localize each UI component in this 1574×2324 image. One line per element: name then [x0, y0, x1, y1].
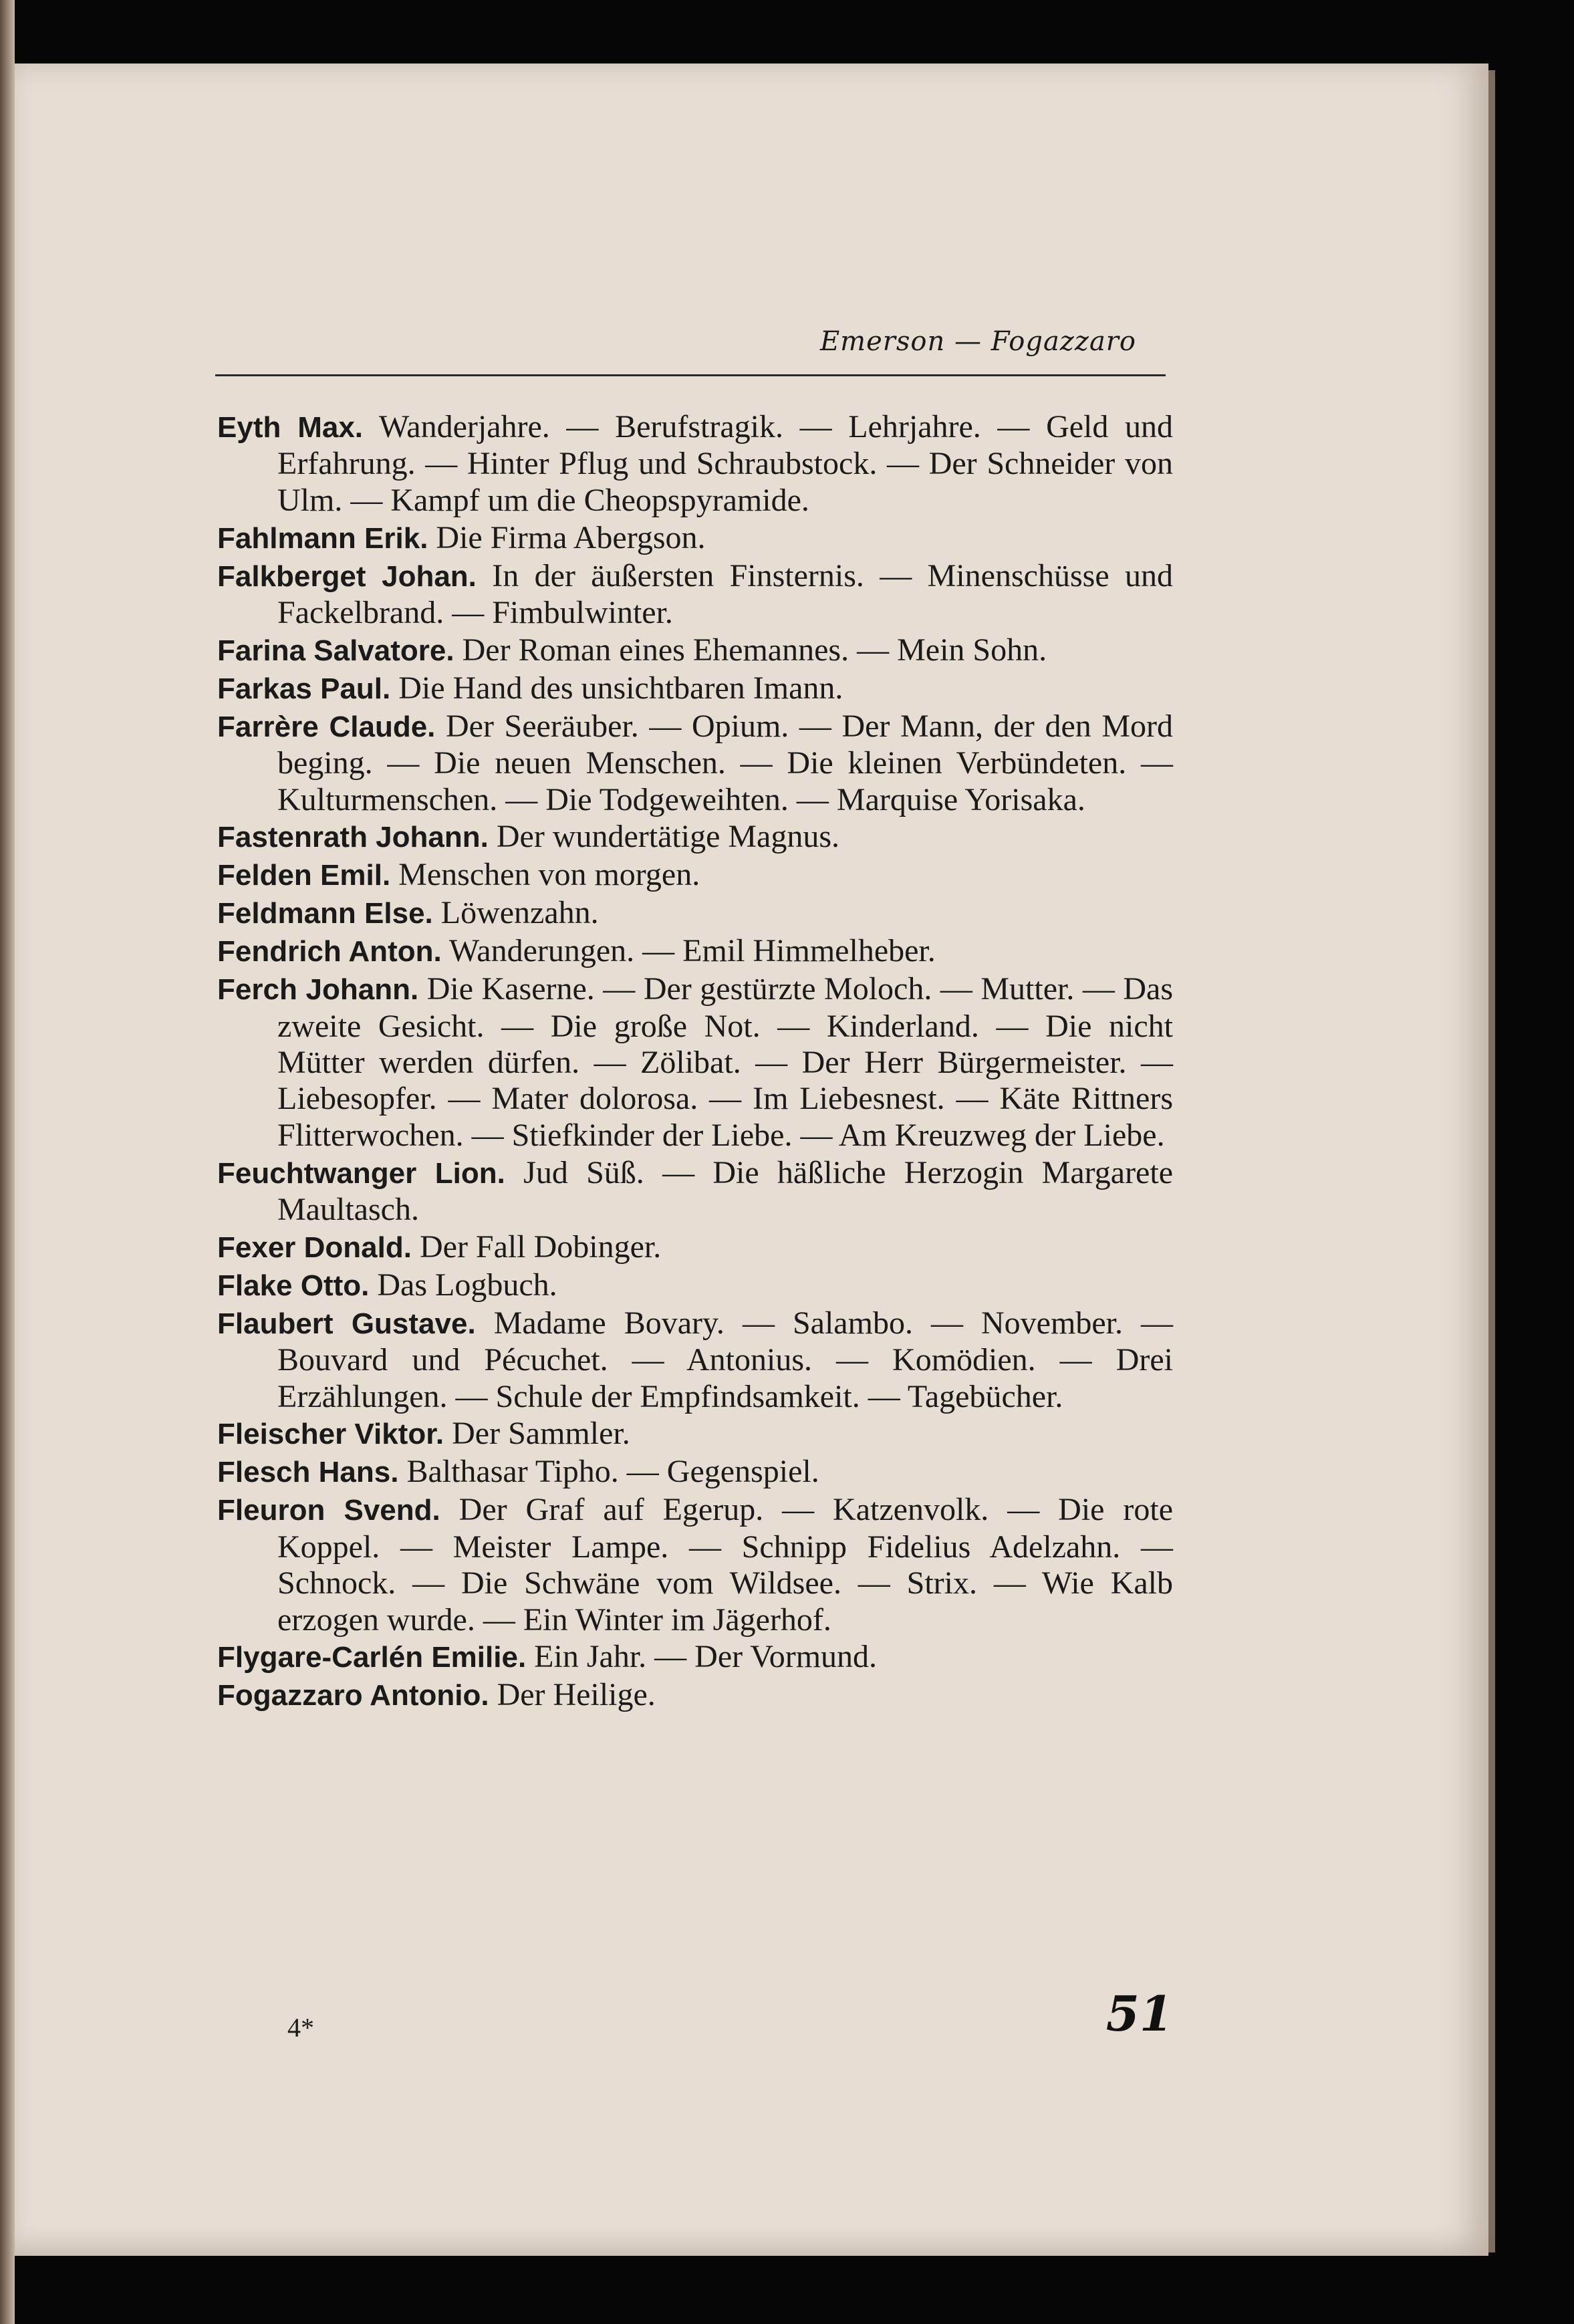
signature-mark: 4*	[287, 2013, 314, 2043]
entry-author: Farkas Paul.	[217, 672, 391, 705]
index-entry	[217, 1639, 1173, 1676]
index-entry	[217, 670, 1173, 707]
entry-author: Flesch Hans.	[217, 1456, 399, 1489]
page-edge-shadow	[1488, 70, 1495, 2252]
entry-works: In der äußersten Finsternis. — Minenschüsse und Fackelbrand. — Fimbulwinter.	[277, 557, 1173, 631]
entry-works: Die Hand des unsichtbaren Imann.	[398, 670, 843, 706]
author-index-list	[217, 409, 1173, 1715]
index-entry	[217, 1267, 1173, 1304]
entry-works: Der Heilige.	[497, 1677, 656, 1713]
entry-author: Flygare-Carlén Emilie.	[217, 1641, 527, 1674]
entry-works: Ein Jahr. — Der Vormund.	[534, 1639, 878, 1675]
index-entry	[217, 632, 1173, 669]
index-entry	[217, 819, 1173, 856]
entry-works: Die Kaserne. — Der gestürzte Moloch. — Mutter. — Das zweite Gesicht. — Die große Not. — Kinderland. — Die nicht Mütter werden dürfen. — Zölibat. — Der Herr Bürgermeister. — Liebesopfer. — Mater dolorosa. — Im Liebesnest. — Käte Rittners Flitterwochen. — Stiefkinder der Liebe. — Am Kreuzweg der Liebe.	[277, 971, 1174, 1153]
entry-author: Fleischer Viktor.	[217, 1418, 444, 1451]
entry-works: Jud Süß. — Die häßliche Herzogin Margarete Maultasch.	[277, 1154, 1173, 1228]
entry-author: Flaubert Gustave.	[217, 1307, 476, 1340]
entry-author: Falkberget Johan.	[217, 559, 477, 593]
book-spine-edge	[0, 0, 15, 2324]
entry-author: Farina Salvatore.	[217, 634, 454, 667]
entry-works: Menschen von morgen.	[398, 857, 700, 893]
index-entry	[217, 933, 1173, 970]
entry-author: Feuchtwanger Lion.	[217, 1156, 505, 1190]
entry-author: Felden Emil.	[217, 859, 391, 892]
entry-author: Fendrich Anton.	[217, 935, 442, 969]
index-entry	[217, 558, 1173, 632]
page-number: 51	[1105, 1985, 1173, 2042]
entry-works: Der wundertätige Magnus.	[496, 819, 840, 855]
index-entry	[217, 1677, 1173, 1714]
header-rule	[215, 374, 1166, 376]
entry-author: Farrère Claude.	[217, 710, 436, 743]
entry-works: Löwenzahn.	[440, 895, 599, 931]
entry-author: Fleuron Svend.	[217, 1494, 440, 1527]
index-entry	[217, 895, 1173, 932]
index-entry	[217, 520, 1173, 557]
index-entry	[217, 1454, 1173, 1491]
entry-author: Fastenrath Johann.	[217, 821, 489, 854]
entry-works: Der Seeräuber. — Opium. — Der Mann, der den Mord beging. — Die neuen Menschen. — Die kleinen Verbündeten. — Kulturmenschen. — Die Todgeweihten. — Marquise Yorisaka.	[277, 708, 1174, 817]
entry-works: Der Fall Dobinger.	[419, 1229, 662, 1265]
entry-author: Fahlmann Erik.	[217, 521, 428, 555]
index-entry	[217, 409, 1173, 519]
index-entry	[217, 971, 1173, 1154]
index-entry	[217, 708, 1173, 818]
entry-works: Wanderungen. — Emil Himmelheber.	[448, 933, 936, 969]
entry-works: Wanderjahre. — Berufstragik. — Lehrjahre. — Geld und Erfahrung. — Hinter Pflug und Schraubstock. — Der Schneider von Ulm. — Kampf um die Cheopspyramide.	[277, 409, 1174, 518]
entry-works: Der Graf auf Egerup. — Katzenvolk. — Die rote Koppel. — Meister Lampe. — Schnipp Fidelius Adelzahn. — Schnock. — Die Schwäne vom Wildsee. — Strix. — Wie Kalb erzogen wurde. — Ein Winter im Jägerhof.	[277, 1492, 1174, 1638]
entry-works: Madame Bovary. — Salambo. — November. — Bouvard und Pécuchet. — Antonius. — Komödien. — Drei Erzählungen. — Schule der Empfindsamkeit. — Tagebücher.	[277, 1305, 1173, 1414]
index-entry	[217, 1155, 1173, 1229]
entry-works: Das Logbuch.	[377, 1267, 557, 1303]
index-entry	[217, 1492, 1173, 1638]
entry-author: Ferch Johann.	[217, 973, 419, 1007]
entry-author: Flake Otto.	[217, 1269, 370, 1302]
entry-author: Eyth Max.	[217, 411, 364, 444]
index-entry	[217, 1305, 1173, 1415]
entry-works: Der Roman eines Ehemannes. — Mein Sohn.	[462, 632, 1047, 668]
index-entry	[217, 857, 1173, 894]
entry-author: Feldmann Else.	[217, 897, 433, 930]
entry-works: Der Sammler.	[452, 1416, 630, 1452]
running-head: Emerson — Fogazzaro	[819, 326, 1136, 357]
entry-works: Balthasar Tipho. — Gegenspiel.	[406, 1454, 819, 1490]
entry-author: Fogazzaro Antonio.	[217, 1679, 489, 1712]
index-entry	[217, 1416, 1173, 1452]
entry-works: Die Firma Abergson.	[436, 519, 706, 555]
entry-author: Fexer Donald.	[217, 1231, 412, 1264]
index-entry	[217, 1229, 1173, 1266]
